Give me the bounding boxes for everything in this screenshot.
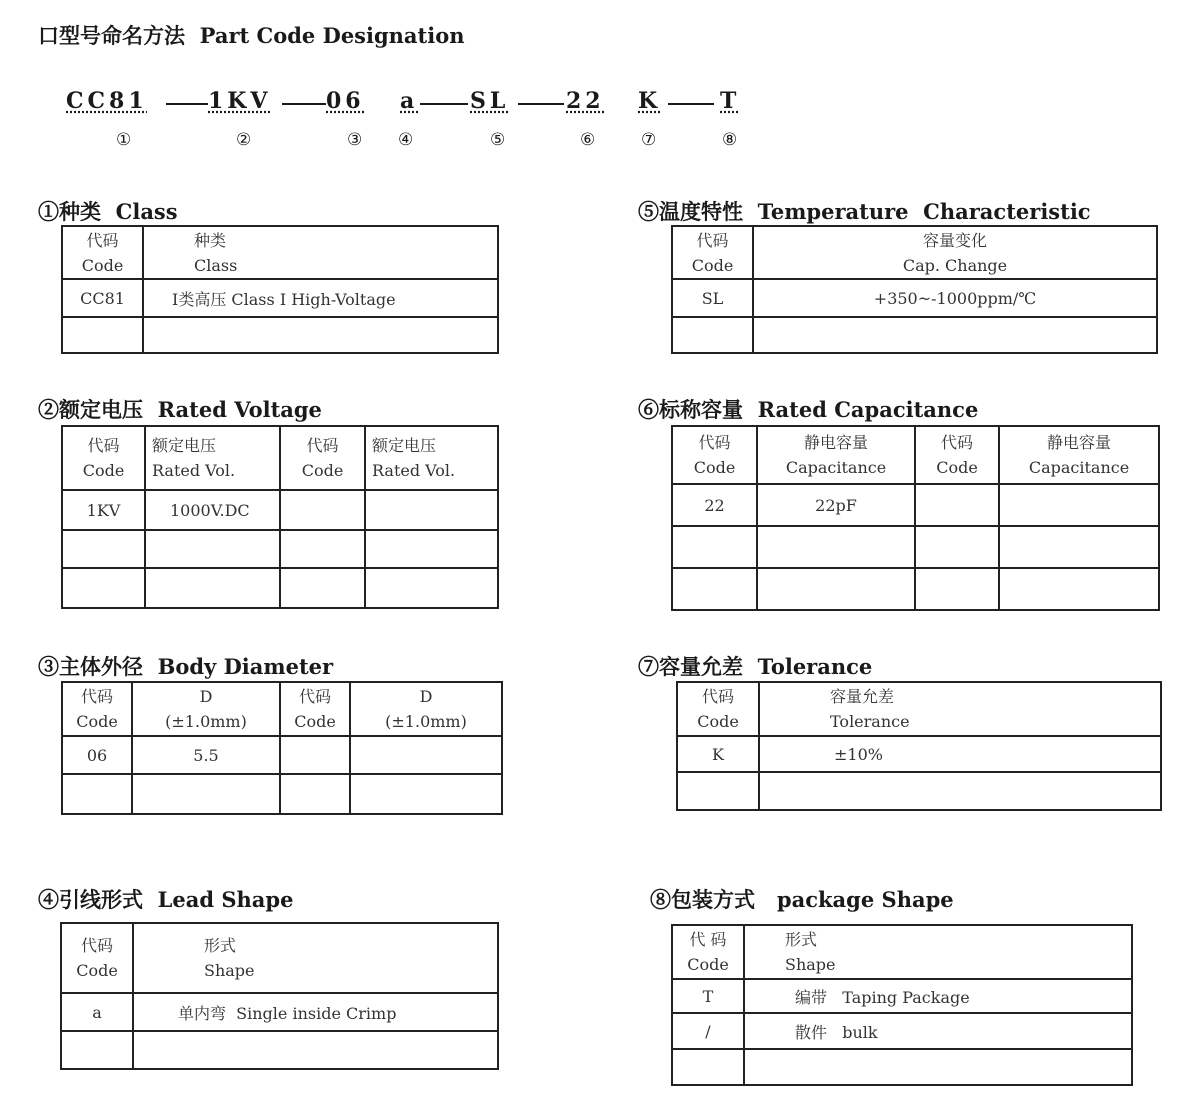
code-number-5: ⑤ xyxy=(490,130,506,150)
temperature-table xyxy=(671,225,1158,354)
header-cell: 种类 Class xyxy=(143,226,498,279)
table-cell xyxy=(915,568,999,610)
section-title-temperature: ⑤温度特性 Temperature Characteristic xyxy=(638,199,1091,224)
part-code-example xyxy=(60,88,780,158)
section-title-tolerance: ⑦容量允差 Tolerance xyxy=(638,654,873,679)
header-cell: 代码 Code xyxy=(280,682,350,736)
header-cell: 代码 Code xyxy=(61,923,133,993)
table-cell xyxy=(62,530,145,568)
tolerance-table xyxy=(676,681,1162,811)
table-cell xyxy=(350,774,502,814)
code-segment-temperature: SL xyxy=(470,88,510,114)
header-cell: 代码 Code xyxy=(672,426,757,484)
section-title-capacitance: ⑥标称容量 Rated Capacitance xyxy=(638,397,979,422)
table-cell: T xyxy=(672,979,744,1013)
code-number-1: ① xyxy=(116,130,132,150)
table-cell: 1000V.DC xyxy=(145,490,280,530)
table-cell xyxy=(133,1031,498,1069)
code-number-3: ③ xyxy=(347,130,363,150)
table-cell: 06 xyxy=(62,736,132,774)
table-cell xyxy=(672,1049,744,1085)
table-cell: 编带 Taping Package xyxy=(744,979,1132,1013)
page-title: 口型号命名方法 Part Code Designation xyxy=(38,23,465,48)
header-cell: 代码 Code xyxy=(280,426,365,490)
class-table xyxy=(61,225,499,354)
table-cell xyxy=(365,530,498,568)
table-cell xyxy=(280,490,365,530)
diameter-table xyxy=(61,681,503,815)
lead-table xyxy=(60,922,499,1070)
table-cell xyxy=(753,317,1157,353)
table-cell xyxy=(145,568,280,608)
code-dash xyxy=(420,103,468,105)
code-segment-diameter: 06 xyxy=(326,88,365,114)
table-cell xyxy=(62,774,132,814)
code-segment-tolerance: K xyxy=(638,88,662,114)
code-dash xyxy=(518,103,564,105)
table-cell: I类高压 Class I High-Voltage xyxy=(143,279,498,317)
table-cell xyxy=(672,526,757,568)
table-cell xyxy=(143,317,498,353)
code-segment-package: T xyxy=(720,88,741,114)
section-title-lead: ④引线形式 Lead Shape xyxy=(38,887,294,912)
code-segment-class: CC81 xyxy=(66,88,148,114)
table-cell xyxy=(365,568,498,608)
table-cell: 散件 bulk xyxy=(744,1013,1132,1049)
header-cell: 代码 Code xyxy=(62,226,143,279)
table-cell: 1KV xyxy=(62,490,145,530)
code-number-6: ⑥ xyxy=(580,130,596,150)
code-number-2: ② xyxy=(236,130,252,150)
header-cell: D (±1.0mm) xyxy=(350,682,502,736)
table-cell: 22pF xyxy=(757,484,915,526)
code-segment-voltage: 1KV xyxy=(208,88,272,114)
header-cell: 形式 Shape xyxy=(744,925,1132,979)
table-cell xyxy=(759,772,1161,810)
table-cell: SL xyxy=(672,279,753,317)
table-cell xyxy=(915,484,999,526)
table-cell: +350~-1000ppm/℃ xyxy=(753,279,1157,317)
table-cell xyxy=(62,317,143,353)
table-cell xyxy=(132,774,280,814)
code-number-4: ④ xyxy=(398,130,414,150)
table-cell xyxy=(61,1031,133,1069)
table-cell: / xyxy=(672,1013,744,1049)
table-cell xyxy=(365,490,498,530)
section-title-class: ①种类 Class xyxy=(38,199,178,224)
capacitance-table xyxy=(671,425,1160,611)
code-dash xyxy=(282,103,326,105)
table-cell xyxy=(999,526,1159,568)
code-number-8: ⑧ xyxy=(722,130,738,150)
table-cell xyxy=(280,774,350,814)
table-cell xyxy=(999,484,1159,526)
table-cell xyxy=(350,736,502,774)
header-cell: 形式 Shape xyxy=(133,923,498,993)
header-cell: 代码 Code xyxy=(915,426,999,484)
header-cell: 容量允差 Tolerance xyxy=(759,682,1161,736)
section-title-voltage: ②额定电压 Rated Voltage xyxy=(38,397,322,422)
package-table xyxy=(671,924,1133,1086)
header-cell: 代码 Code xyxy=(672,226,753,279)
table-cell: 单内弯 Single inside Crimp xyxy=(133,993,498,1031)
header-cell: 静电容量 Capacitance xyxy=(999,426,1159,484)
section-title-diameter: ③主体外径 Body Diameter xyxy=(38,654,334,679)
voltage-table xyxy=(61,425,499,609)
section-title-package: ⑧包装方式 package Shape xyxy=(650,887,954,912)
header-cell: 静电容量 Capacitance xyxy=(757,426,915,484)
table-cell: 5.5 xyxy=(132,736,280,774)
code-segment-lead: a xyxy=(400,88,419,114)
header-cell: 代码 Code xyxy=(62,426,145,490)
table-cell xyxy=(280,736,350,774)
table-cell xyxy=(672,568,757,610)
table-cell xyxy=(145,530,280,568)
table-cell: a xyxy=(61,993,133,1031)
table-cell xyxy=(757,568,915,610)
table-cell xyxy=(280,568,365,608)
header-cell: 代码 Code xyxy=(677,682,759,736)
header-cell: D (±1.0mm) xyxy=(132,682,280,736)
table-cell xyxy=(677,772,759,810)
table-cell xyxy=(757,526,915,568)
header-cell: 额定电压 Rated Vol. xyxy=(145,426,280,490)
code-segment-capacitance: 22 xyxy=(566,88,605,114)
code-dash xyxy=(668,103,714,105)
code-dash xyxy=(166,103,208,105)
table-cell xyxy=(62,568,145,608)
table-cell xyxy=(999,568,1159,610)
table-cell: ±10% xyxy=(759,736,1161,772)
table-cell: K xyxy=(677,736,759,772)
table-cell: CC81 xyxy=(62,279,143,317)
table-cell xyxy=(915,526,999,568)
table-cell xyxy=(280,530,365,568)
table-cell xyxy=(672,317,753,353)
code-number-7: ⑦ xyxy=(641,130,657,150)
header-cell: 容量变化 Cap. Change xyxy=(753,226,1157,279)
table-cell: 22 xyxy=(672,484,757,526)
header-cell: 代码 Code xyxy=(62,682,132,736)
header-cell: 额定电压 Rated Vol. xyxy=(365,426,498,490)
header-cell: 代 码 Code xyxy=(672,925,744,979)
table-cell xyxy=(744,1049,1132,1085)
